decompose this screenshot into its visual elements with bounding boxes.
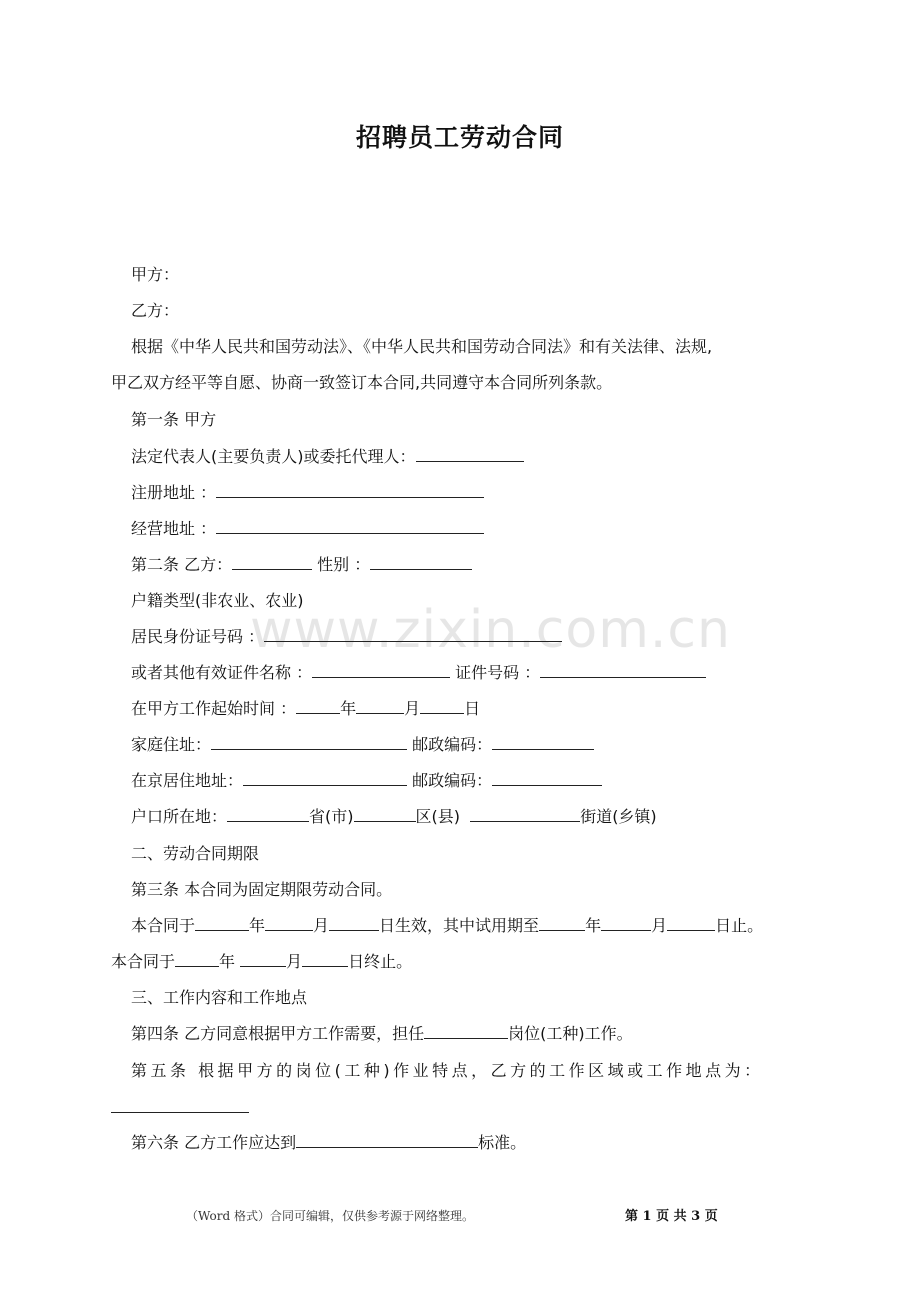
beijing-address-row — [131, 770, 602, 792]
termination-date-row — [111, 951, 412, 973]
id-number-label: 居民身份证号码 ： — [131, 627, 265, 646]
province-label: 省(市) — [309, 807, 354, 826]
other-id-name-field[interactable] — [312, 662, 450, 678]
street-field[interactable] — [470, 806, 580, 822]
article-6-label: 第六条 乙方工作应达到 — [131, 1133, 297, 1152]
street-label: 街道(乡镇) — [580, 807, 657, 826]
home-address-row — [131, 734, 594, 756]
article-1-heading: 第一条 甲方 — [131, 410, 217, 429]
probation-label: 日生效，其中试用期至 — [379, 916, 540, 935]
article-6-row — [131, 1132, 526, 1154]
article-3-text: 第三条 本合同为固定期限劳动合同。 — [131, 880, 393, 899]
position-field[interactable] — [424, 1023, 508, 1039]
other-id-number-field[interactable] — [540, 662, 706, 678]
effective-month-field[interactable] — [265, 915, 313, 931]
other-id-number-label: 证件号码 ： — [450, 663, 541, 682]
effective-label: 本合同于 — [131, 916, 196, 935]
id-number-row — [131, 626, 562, 648]
district-field[interactable] — [354, 806, 416, 822]
preamble-line-1: 根据《中华人民共和国劳动法》、《中华人民共和国劳动合同法》和有关法律、法规, — [131, 337, 713, 356]
year-label: 年 — [249, 916, 266, 935]
other-id-name-label: 或者其他有效证件名称 ： — [131, 663, 313, 682]
registered-address-row — [131, 482, 484, 504]
month-label: 月 — [404, 699, 421, 718]
legal-representative-row — [131, 446, 524, 468]
home-postal-code-field[interactable] — [492, 734, 594, 750]
termination-label: 本合同于 — [111, 952, 176, 971]
section-3-heading: 三、工作内容和工作地点 — [131, 988, 308, 1007]
article-4-row — [131, 1023, 633, 1045]
party-b-name-field[interactable] — [232, 554, 312, 570]
start-date-row — [131, 698, 480, 720]
registered-address-field[interactable] — [216, 482, 484, 498]
legal-representative-field[interactable] — [416, 446, 524, 462]
postal-code-label: 邮政编码： — [407, 771, 493, 790]
work-location-field[interactable] — [111, 1111, 249, 1113]
article-5-text: 第五条 根据甲方的岗位(工种)作业特点，乙方的工作区域或工作地点为： — [131, 1061, 764, 1080]
position-suffix: 岗位(工种)工作。 — [508, 1024, 633, 1043]
id-number-field[interactable] — [264, 626, 562, 642]
month-label: 月 — [651, 916, 668, 935]
end-label: 日止。 — [715, 916, 764, 935]
month-label: 月 — [313, 916, 330, 935]
year-label: 年 — [219, 952, 241, 971]
other-id-row — [131, 662, 706, 684]
start-month-field[interactable] — [356, 698, 404, 714]
beijing-address-label: 在京居住地址： — [131, 771, 244, 790]
preamble-line-2: 甲乙双方经平等自愿、协商一致签订本合同,共同遵守本合同所列条款。 — [111, 373, 613, 392]
year-label: 年 — [585, 916, 602, 935]
probation-day-field[interactable] — [667, 915, 715, 931]
termination-day-field[interactable] — [302, 951, 348, 967]
terminate-label: 日终止。 — [348, 952, 413, 971]
page-number: 第 1 页 共 3 页 — [625, 1209, 718, 1224]
household-type-label: 户籍类型(非农业、农业) — [131, 591, 304, 610]
registered-address-label: 注册地址 ： — [131, 483, 217, 502]
start-day-field[interactable] — [420, 698, 464, 714]
beijing-postal-code-field[interactable] — [492, 770, 602, 786]
party-b-label: 乙方： — [131, 301, 180, 320]
effective-date-row — [131, 915, 763, 937]
probation-year-field[interactable] — [539, 915, 585, 931]
start-year-field[interactable] — [296, 698, 340, 714]
footer-note: （Word 格式）合同可编辑，仅供参考源于网络整理。 — [186, 1209, 474, 1223]
month-label: 月 — [286, 952, 303, 971]
page-title: 招聘员工劳动合同 — [355, 123, 564, 152]
gender-label: 性别 ： — [312, 555, 371, 574]
hukou-label: 户口所在地： — [131, 807, 228, 826]
home-address-field[interactable] — [211, 734, 407, 750]
postal-code-label: 邮政编码： — [407, 735, 493, 754]
day-label: 日 — [464, 699, 481, 718]
effective-year-field[interactable] — [195, 915, 249, 931]
effective-day-field[interactable] — [329, 915, 379, 931]
business-address-row — [131, 518, 484, 540]
party-b-name-label: 第二条 乙方： — [131, 555, 233, 574]
home-address-label: 家庭住址： — [131, 735, 212, 754]
watermark: www.zixin.com.cn — [250, 600, 731, 660]
hukou-row — [131, 806, 657, 828]
year-label: 年 — [340, 699, 357, 718]
article-2-row — [131, 554, 472, 576]
beijing-address-field[interactable] — [243, 770, 407, 786]
district-label: 区(县) — [415, 807, 461, 826]
business-address-field[interactable] — [216, 518, 484, 534]
legal-representative-label: 法定代表人(主要负责人)或委托代理人： — [131, 447, 416, 466]
probation-month-field[interactable] — [601, 915, 651, 931]
termination-month-field[interactable] — [240, 951, 286, 967]
business-address-label: 经营地址 ： — [131, 519, 217, 538]
province-field[interactable] — [227, 806, 309, 822]
article-4-label: 第四条 乙方同意根据甲方工作需要，担任 — [131, 1024, 425, 1043]
party-a-label: 甲方： — [131, 265, 180, 284]
termination-year-field[interactable] — [175, 951, 219, 967]
gender-field[interactable] — [370, 554, 472, 570]
standard-suffix: 标准。 — [478, 1133, 527, 1152]
section-2-heading: 二、劳动合同期限 — [131, 844, 260, 863]
start-date-label: 在甲方工作起始时间 ： — [131, 699, 297, 718]
work-standard-field[interactable] — [296, 1132, 478, 1148]
